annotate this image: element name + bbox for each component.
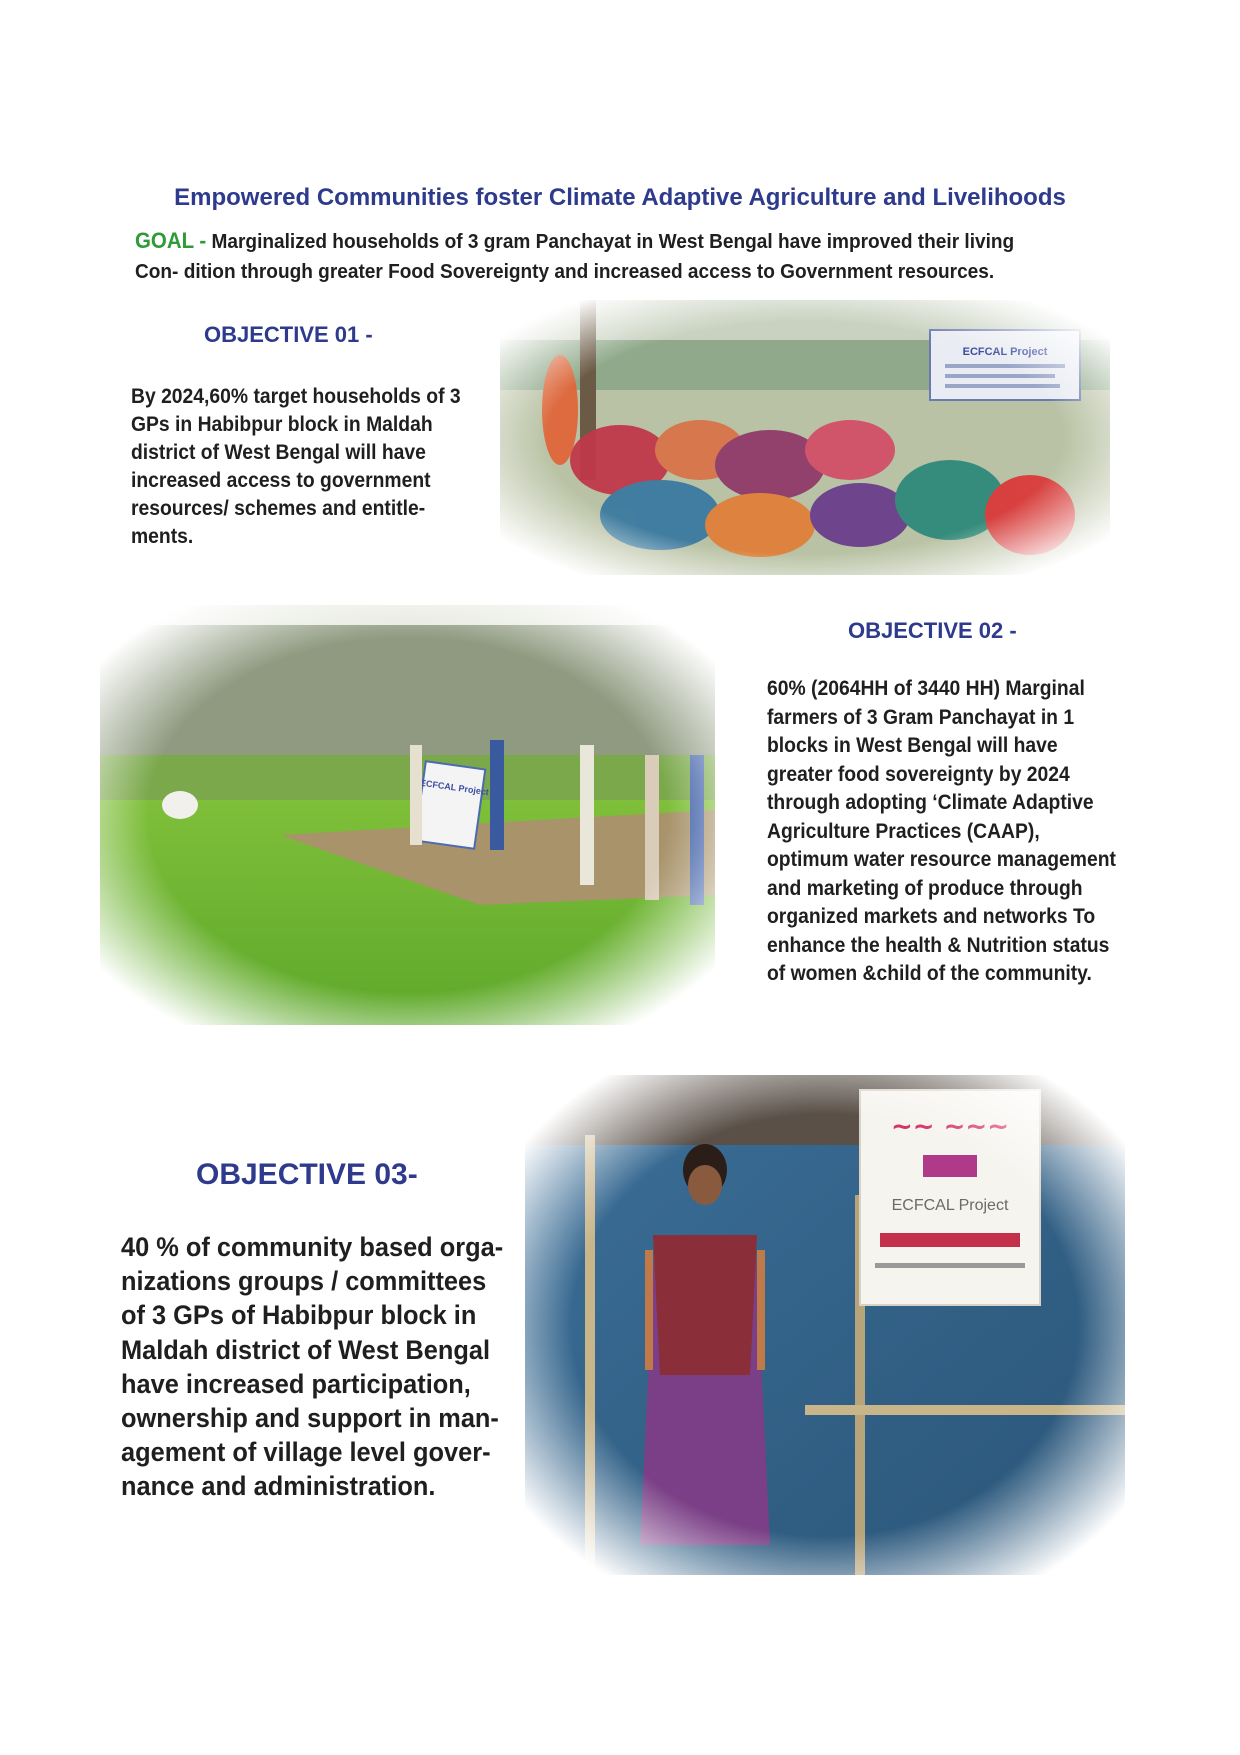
page-title: Empowered Communities foster Climate Adaptive Agriculture and Livelihoods xyxy=(174,184,1066,211)
objective-3-text: 40 % of community based orga- nizations groups / committees of 3 GPs of Habibpur block in Maldah district of West Bengal have increased participation, ownership and support in man- agement of village level gover- nance and administration. xyxy=(121,1232,504,1502)
objective-2-text: 60% (2064HH of 3440 HH) Marginal farmers of 3 Gram Panchayat in 1 blocks in West Bengal will have greater food sovereignty by 2024 through adopting ‘Climate Adaptive Agriculture Practices (CAAP), optimum water resource management and marketing of produce through organized markets and networks To enhance the health & Nutrition status of women &child of the community. xyxy=(767,677,1116,985)
objective-1-photo xyxy=(500,300,1110,575)
objective-1-heading: OBJECTIVE 01 - xyxy=(204,322,373,347)
goal-paragraph xyxy=(135,226,1028,287)
objective-3-photo xyxy=(525,1075,1125,1575)
objective-1-text: By 2024,60% target households of 3 GPs in Habibpur block in Maldah district of West Bengal will have increased access to government resources/ schemes and entitle- ments. xyxy=(131,385,461,548)
goal-label: GOAL - xyxy=(135,228,207,253)
goal-text: Marginalized households of 3 gram Panchayat in West Bengal have improved their living Con- dition through greater Food Sovereignty and increased access to Government resources. xyxy=(135,230,1015,283)
objective-3-heading: OBJECTIVE 03- xyxy=(196,1158,418,1191)
objective-2-heading: OBJECTIVE 02 - xyxy=(848,618,1017,643)
objective-2-photo xyxy=(100,605,715,1025)
